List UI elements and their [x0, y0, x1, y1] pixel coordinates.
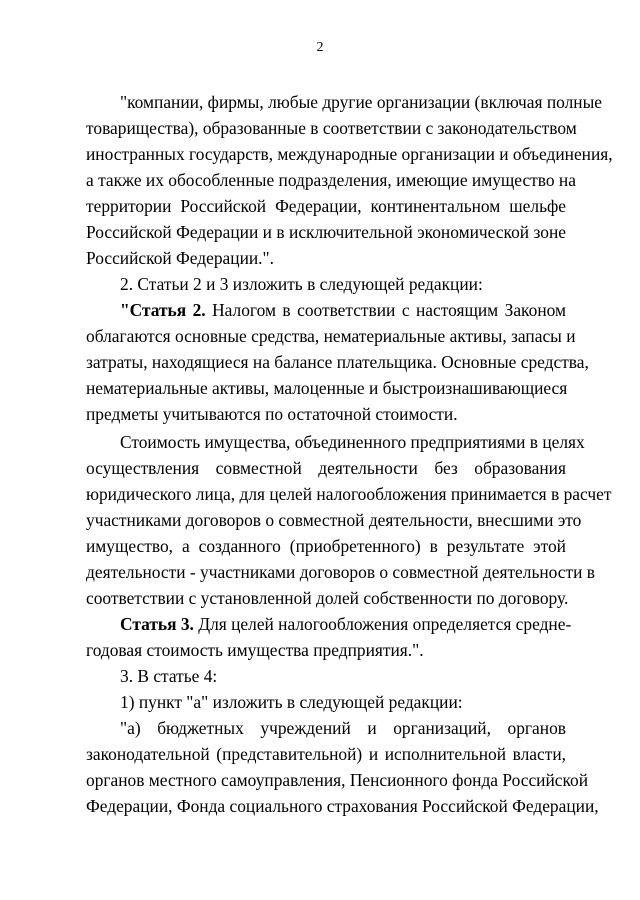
text-line-6: Российской Федерации и в исключительной экономической зоне: [86, 222, 566, 242]
text-line-9-rest: Налогом в соответствии с настоящим Законом: [205, 300, 566, 320]
article-3-heading: Статья 3.: [120, 614, 194, 634]
text-line-20: соответствии с установленной долей собственности по договору.: [86, 588, 569, 608]
text-line-8: 2. Статьи 2 и 3 изложить в следующей редакции:: [120, 274, 483, 294]
text-line-21: [120, 614, 572, 634]
text-line-3: иностранных государств, международные организации и объединения,: [86, 144, 613, 164]
article-2-heading: "Статья 2.: [120, 300, 206, 320]
text-line-1: "компании, фирмы, любые другие организации (включая полные: [120, 92, 602, 112]
text-line-18: имущество, а созданного (приобретенного) в результате этой: [86, 536, 566, 556]
text-line-21-rest: Для целей налогообложения определяется средне-: [193, 614, 572, 634]
text-line-12: нематериальные активы, малоценные и быстроизнашивающиеся: [86, 378, 568, 398]
text-line-23: 3. В статье 4:: [120, 666, 218, 686]
text-line-16: юридического лица, для целей налогообложения принимается в расчет: [86, 484, 612, 504]
text-line-27: органов местного самоуправления, Пенсионного фонда Российской: [86, 770, 589, 790]
text-line-22: годовая стоимость имущества предприятия.".: [86, 640, 424, 660]
text-line-19: деятельности - участниками договоров о совместной деятельности в: [86, 562, 595, 582]
text-line-15: осуществления совместной деятельности без образования: [86, 458, 566, 478]
text-line-25: "а) бюджетных учреждений и организаций, органов: [120, 718, 566, 738]
text-line-4: а также их обособленные подразделения, имеющие имущество на: [86, 170, 576, 190]
text-line-13: предметы учитываются по остаточной стоимости.: [86, 404, 458, 424]
text-line-11: затраты, находящиеся на балансе плательщика. Основные средства,: [86, 352, 589, 372]
text-line-9: [120, 302, 566, 319]
text-line-26: законодательной (представительной) и исполнительной власти,: [86, 744, 566, 764]
text-line-2: товарищества), образованные в соответствии с законодательством: [86, 118, 577, 138]
text-line-17: участниками договоров о совместной деятельности, внесшими это: [86, 510, 582, 530]
text-line-5: территории Российской Федерации, континентальном шельфе: [86, 196, 566, 216]
text-line-7: Российской Федерации.".: [86, 248, 274, 268]
text-line-24: 1) пункт "а" изложить в следующей редакции:: [120, 692, 463, 712]
text-line-10: облагаются основные средства, нематериальные активы, запасы и: [86, 326, 576, 346]
text-line-14: Стоимость имущества, объединенного предприятиями в целях: [120, 432, 585, 452]
page-number: 2: [316, 40, 324, 55]
text-line-28: Федерации, Фонда социального страхования Российской Федерации,: [86, 796, 599, 816]
